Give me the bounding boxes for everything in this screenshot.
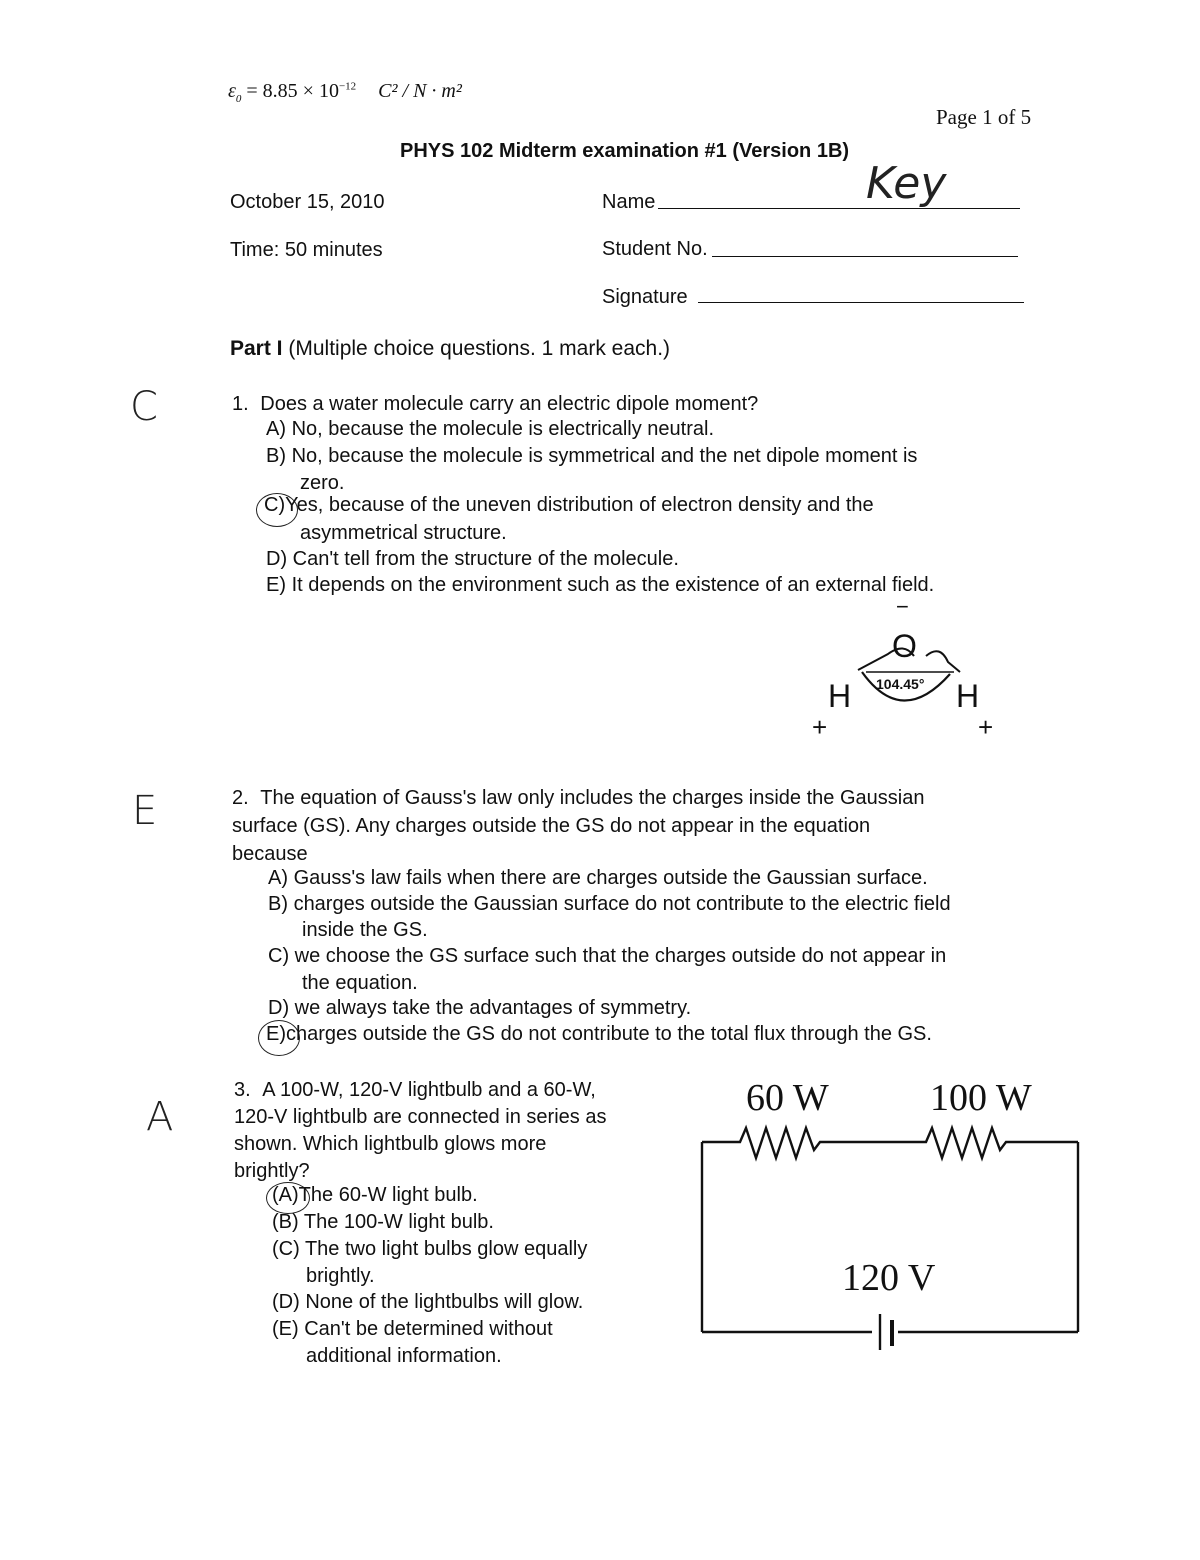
q1-option-c-letter: C) [264, 494, 286, 516]
q2-option-a-letter: A) [268, 867, 288, 889]
q3-option-d-letter: (D) [272, 1291, 300, 1313]
constant-unit: C² / N · m² [378, 80, 462, 102]
permittivity-constant [228, 80, 462, 105]
q1-option-c-text: Yes, because of the uneven distribution of electron density and the [285, 494, 874, 516]
q1-option-b-cont: zero. [300, 472, 345, 494]
q3-option-d-text: None of the lightbulbs will glow. [305, 1291, 584, 1313]
q2-option-c-text: we choose the GS surface such that the charges outside do not appear in [294, 945, 947, 967]
q2-option-b-letter: B) [268, 893, 288, 915]
q3-option-d[interactable] [272, 1289, 583, 1316]
q1-option-a-letter: A) [266, 418, 286, 440]
q3-option-b-letter: (B) [272, 1211, 299, 1233]
q1-option-d-text: Can't tell from the structure of the molecule. [292, 548, 679, 570]
q3-handwritten-answer: A [146, 1094, 174, 1140]
resistor-100w-label: 100 W [930, 1077, 1032, 1119]
constant-exponent: −12 [338, 80, 357, 93]
q3-option-c-cont: brightly. [306, 1265, 375, 1287]
page-title: PHYS 102 Midterm examination #1 (Version 1B) [400, 140, 850, 162]
oxygen-atom: O [892, 628, 917, 664]
q3-text-line1: A 100-W, 120-V lightbulb and a 60-W, [262, 1079, 596, 1101]
q1-option-b-letter: B) [266, 445, 286, 467]
q1-option-b[interactable] [266, 443, 917, 470]
q1-option-a[interactable] [266, 416, 714, 443]
q3-option-a-letter: (A) [272, 1184, 299, 1206]
q2-option-d-letter: D) [268, 997, 290, 1019]
q2-option-b-cont: inside the GS. [302, 919, 428, 941]
epsilon-symbol: ε [228, 80, 236, 102]
q1-option-c[interactable] [264, 492, 874, 519]
series-circuit-diagram [690, 1070, 1090, 1370]
q3-option-e-cont: additional information. [306, 1345, 502, 1367]
q1-option-b-text: No, because the molecule is symmetrical and the net dipole moment is [291, 445, 918, 467]
q2-option-e-text: charges outside the GS do not contribute to the total flux through the GS. [286, 1023, 932, 1045]
signature-label: Signature [602, 286, 688, 308]
student-number-line[interactable] [712, 256, 1018, 257]
q3-option-b[interactable] [272, 1209, 494, 1236]
q2-option-c[interactable] [268, 943, 946, 970]
epsilon-subscript: 0 [235, 93, 242, 105]
q2-text-line1: The equation of Gauss's law only includes the charges inside the Gaussian [260, 787, 925, 809]
q2-handwritten-answer: E [132, 788, 158, 834]
q2-option-c-letter: C) [268, 945, 290, 967]
q1-option-c-cont: asymmetrical structure. [300, 522, 507, 544]
q1-option-a-text: No, because the molecule is electrically neutral. [291, 418, 714, 440]
q3-option-c[interactable] [272, 1236, 587, 1263]
q1-option-d[interactable] [266, 546, 679, 573]
page-number: Page 1 of 5 [936, 105, 1032, 129]
q3-stem-line3: shown. Which lightbulb glows more [234, 1133, 547, 1155]
q3-option-e-text: Can't be determined without [304, 1318, 553, 1340]
name-label: Name [602, 191, 656, 213]
q2-option-a[interactable] [268, 865, 928, 892]
q1-handwritten-answer: C [130, 384, 158, 430]
q3-option-a[interactable] [272, 1182, 478, 1209]
q3-option-b-text: The 100-W light bulb. [303, 1211, 494, 1233]
q2-option-c-cont: the equation. [302, 972, 418, 994]
part-description: (Multiple choice questions. 1 mark each.) [282, 337, 671, 360]
oxygen-charge: − [896, 594, 909, 619]
hydrogen-charge-right: + [978, 712, 994, 742]
part-label: Part I [230, 337, 283, 360]
bond-angle-label: 104.45° [876, 676, 925, 692]
q1-stem [232, 390, 758, 418]
q2-option-b[interactable] [268, 891, 951, 918]
q2-stem-line1 [232, 784, 924, 812]
exam-time: Time: 50 minutes [230, 239, 383, 261]
q2-option-e[interactable] [266, 1021, 932, 1048]
q2-option-d-text: we always take the advantages of symmetry. [294, 997, 692, 1019]
q3-number: 3. [234, 1079, 251, 1101]
q2-stem-line3: because [232, 843, 308, 865]
q2-stem-line2: surface (GS). Any charges outside the GS do not appear in the equation [232, 815, 871, 837]
q1-option-e-letter: E) [266, 574, 286, 596]
q3-stem-line2: 120-V lightbulb are connected in series as [234, 1106, 607, 1128]
q2-option-e-letter: E) [266, 1023, 286, 1045]
part-heading [230, 337, 670, 361]
student-number-label: Student No. [602, 238, 708, 260]
q3-option-c-letter: (C) [272, 1238, 300, 1260]
q3-option-e[interactable] [272, 1316, 553, 1343]
q3-option-c-text: The two light bulbs glow equally [304, 1238, 588, 1260]
constant-value: = 8.85 × 10 [241, 80, 339, 102]
resistor-60w-label: 60 W [746, 1077, 829, 1119]
q3-stem-line1 [234, 1076, 596, 1104]
q3-stem-line4: brightly? [234, 1160, 310, 1182]
battery-voltage-label: 120 V [842, 1257, 936, 1299]
signature-line[interactable] [698, 302, 1024, 303]
q2-option-b-text: charges outside the Gaussian surface do not contribute to the electric field [293, 893, 951, 915]
q1-option-d-letter: D) [266, 548, 288, 570]
q3-option-a-text: The 60-W light bulb. [298, 1184, 478, 1206]
resistor-60w [702, 1128, 1078, 1158]
water-molecule-figure [800, 594, 1020, 750]
q2-option-a-text: Gauss's law fails when there are charges outside the Gaussian surface. [293, 867, 928, 889]
q3-option-e-letter: (E) [272, 1318, 299, 1340]
name-line[interactable] [658, 208, 1020, 209]
hydrogen-charge-left: + [812, 712, 828, 742]
exam-date: October 15, 2010 [230, 191, 385, 213]
hydrogen-atom-left: H [828, 678, 852, 714]
q1-option-e[interactable] [266, 572, 934, 599]
q1-option-e-text: It depends on the environment such as the existence of an external field. [291, 574, 935, 596]
q2-number: 2. [232, 787, 249, 809]
q1-text: Does a water molecule carry an electric dipole moment? [260, 393, 759, 415]
q2-option-d[interactable] [268, 995, 691, 1022]
q1-number: 1. [232, 393, 249, 415]
hydrogen-atom-right: H [956, 678, 980, 714]
name-handwritten: Key [866, 158, 947, 209]
